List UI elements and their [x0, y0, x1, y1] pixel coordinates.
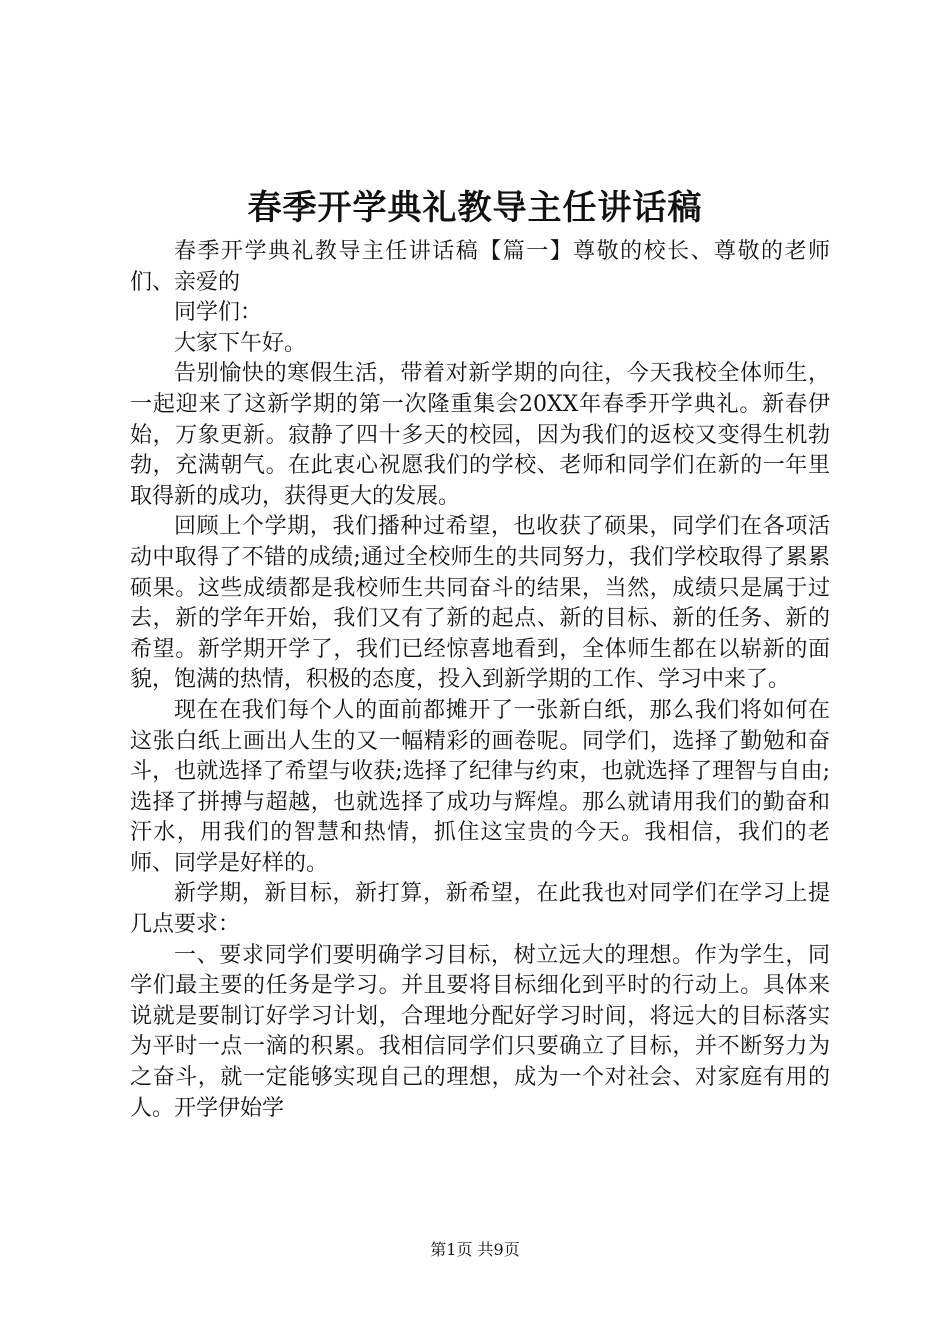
- paragraph: 大家下午好。: [174, 330, 307, 356]
- paragraph: 告别愉快的寒假生活，带着对新学期的向往，今天我校全体师生，一起迎来了这新学期的第一次隆重集会20XX年春季开学典礼。新春伊始，万象更新。寂静了四十多天的校园，因为我们的返校又变得生机勃勃，充满朝气。在此衷心祝愿我们的学校、老师和同学们在新的一年里取得新的成功，获得更大的发展。: [130, 361, 830, 509]
- document-title: 春季开学典礼教导主任讲话稿: [247, 188, 703, 228]
- paragraph: 现在在我们每个人的面前都摊开了一张新白纸，那么我们将如何在这张白纸上画出人生的又一幅精彩的画卷呢。同学们，选择了勤勉和奋斗，也就选择了希望与收获;选择了纪律与约束，也就选择了理智与自由;选择了拼搏与超越，也就选择了成功与辉煌。那么就请用我们的勤奋和汗水，用我们的智慧和热情，抓住这宝贵的今天。我相信，我们的老师、同学是好样的。: [130, 697, 830, 876]
- paragraph: 春季开学典礼教导主任讲话稿【篇一】尊敬的校长、尊敬的老师们、亲爱的: [130, 239, 830, 295]
- paragraph: 回顾上个学期，我们播种过希望，也收获了硕果，同学们在各项活动中取得了不错的成绩;通过全校师生的共同努力，我们学校取得了累累硕果。这些成绩都是我校师生共同奋斗的结果，当然，成绩只是属于过去，新的学年开始，我们又有了新的起点、新的目标、新的任务、新的希望。新学期开学了，我们已经惊喜地看到，全体师生都在以崭新的面貌，饱满的热情，积极的态度，投入到新学期的工作、学习中来了。: [130, 514, 830, 693]
- paragraph: 新学期，新目标，新打算，新希望，在此我也对同学们在学习上提几点要求：: [130, 881, 830, 938]
- paragraph: 同学们：: [174, 300, 263, 326]
- paragraph: 一、要求同学们要明确学习目标，树立远大的理想。作为学生，同学们最主要的任务是学习。并且要将目标细化到平时的行动上。具体来说就是要制订好学习计划，合理地分配好学习时间，将远大的目标落实为平时一点一滴的积累。我相信同学们只要确立了目标，并不断努力为之奋斗，就一定能够实现自己的理想，成为一个对社会、对家庭有用的人。开学伊始学: [130, 942, 830, 1121]
- page-number-footer: 第1页 共9页: [430, 1240, 520, 1259]
- document-body: [130, 237, 830, 1124]
